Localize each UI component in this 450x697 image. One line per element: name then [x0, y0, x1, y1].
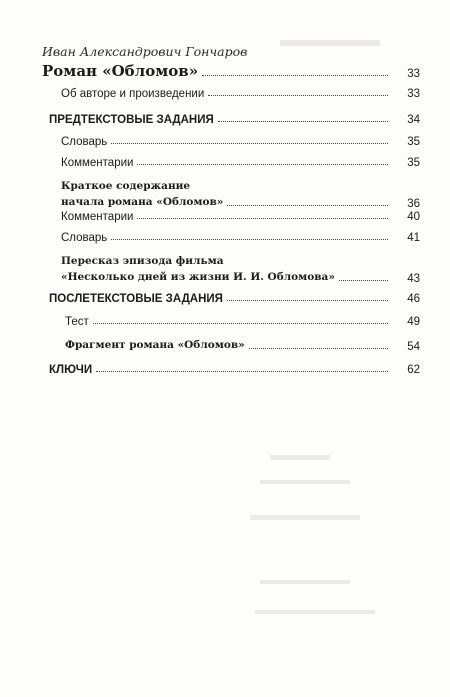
- toc-entry-label-line: Пересказ эпизода фильма: [61, 255, 224, 267]
- toc-entry-label: [61, 253, 335, 285]
- toc-page-number: 35: [407, 157, 420, 169]
- dot-leader: [137, 218, 388, 219]
- toc-page-number: 62: [407, 364, 420, 376]
- toc-section-label: КЛЮЧИ: [49, 364, 93, 376]
- toc-section-label: ПРЕДТЕКСТОВЫЕ ЗАДАНИЯ: [49, 114, 214, 126]
- toc-entry[interactable]: [0, 157, 450, 169]
- toc-entry[interactable]: [0, 232, 450, 244]
- toc-entry[interactable]: [0, 211, 450, 223]
- toc-page-number: 33: [407, 88, 420, 100]
- dot-leader: [227, 300, 388, 301]
- dot-leader: [111, 143, 388, 144]
- toc-entry[interactable]: [0, 88, 450, 100]
- dot-leader: [111, 239, 388, 240]
- toc-entry[interactable]: [0, 316, 450, 328]
- toc-page-number: 40: [407, 211, 420, 223]
- bleed-through-mark: [280, 40, 380, 46]
- dot-leader: [93, 323, 388, 324]
- toc-entry-title[interactable]: [0, 62, 450, 80]
- toc-entry-label: Словарь: [61, 136, 108, 148]
- dot-leader: [208, 95, 388, 96]
- toc-entry-summary[interactable]: [0, 178, 450, 210]
- toc-page-number: 46: [407, 293, 420, 305]
- toc-entry-label: Комментарии: [61, 211, 134, 223]
- toc-page-number: 34: [407, 114, 420, 126]
- bleed-through-mark: [270, 455, 330, 460]
- author-name: Иван Александрович Гончаров: [42, 44, 248, 59]
- toc-entry-label: Тест: [65, 316, 89, 328]
- toc-page-number: 49: [407, 316, 420, 328]
- dot-leader: [96, 371, 388, 372]
- toc-entry-label: Комментарии: [61, 157, 134, 169]
- toc-section-label: ПОСЛЕТЕКСТОВЫЕ ЗАДАНИЯ: [49, 293, 223, 305]
- toc-section-pretext[interactable]: [0, 114, 450, 126]
- toc-page-number: 54: [407, 341, 420, 353]
- toc-section-posttext[interactable]: [0, 293, 450, 305]
- toc-page-number: 41: [407, 232, 420, 244]
- toc-section-keys[interactable]: [0, 364, 450, 376]
- toc-page-number: 43: [407, 273, 420, 285]
- toc-entry-label: Об авторе и произведении: [61, 88, 205, 100]
- toc-entry-label: [61, 178, 223, 210]
- toc-entry[interactable]: [0, 136, 450, 148]
- bleed-through-mark: [255, 610, 375, 614]
- toc-page-number: 35: [407, 136, 420, 148]
- toc-page-number: 33: [407, 68, 420, 80]
- toc-page-number: 36: [407, 198, 420, 210]
- dot-leader: [249, 348, 388, 349]
- toc-entry-label-line: Краткое содержание: [61, 180, 191, 192]
- bleed-through-mark: [260, 580, 350, 584]
- dot-leader: [339, 280, 388, 281]
- toc-entry-fragment[interactable]: [0, 337, 450, 353]
- bleed-through-mark: [250, 515, 360, 520]
- toc-entry-label-line: начала романа «Обломов»: [61, 196, 224, 208]
- dot-leader: [227, 205, 388, 206]
- toc-entry-label: Словарь: [61, 232, 108, 244]
- toc-entry-label: Фрагмент романа «Обломов»: [65, 339, 245, 351]
- dot-leader: [202, 75, 388, 76]
- toc-entry-label-line: «Несколько дней из жизни И. И. Обломова»: [61, 271, 335, 283]
- toc-entry-film[interactable]: [0, 253, 450, 285]
- dot-leader: [218, 121, 388, 122]
- toc-entry-label: Роман «Обломов»: [42, 62, 199, 80]
- dot-leader: [137, 164, 388, 165]
- bleed-through-mark: [260, 480, 350, 484]
